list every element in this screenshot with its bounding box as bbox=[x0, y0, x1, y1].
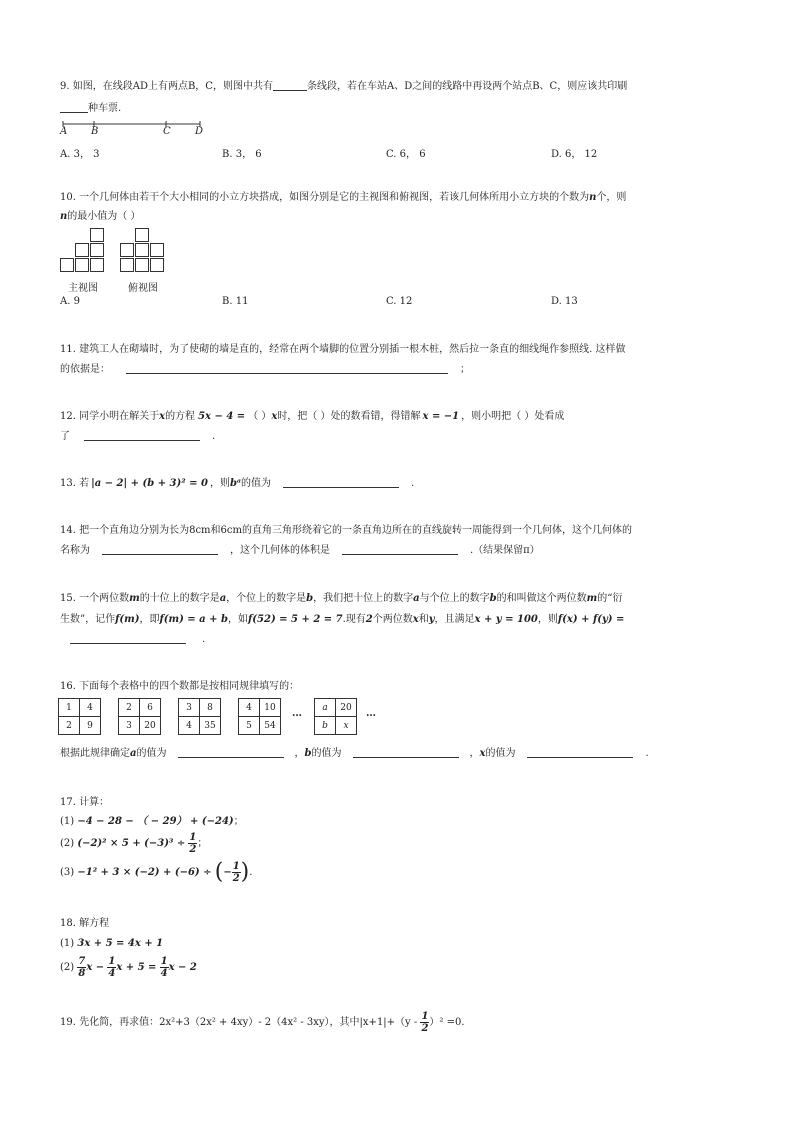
front-view-figure bbox=[60, 228, 106, 274]
question-17-part-1: (1) −4 − 28 − （ − 29） + (−24)； bbox=[60, 816, 244, 827]
answer-blank[interactable] bbox=[178, 745, 284, 758]
fraction: $\frac{1}{4}$ bbox=[160, 956, 168, 979]
point-label-b: B bbox=[91, 126, 99, 137]
question-16: 16. 下面每个表格中的四个数都是按相同规律填写的： bbox=[60, 681, 300, 692]
question-9-line2: 种车票. bbox=[60, 98, 734, 120]
ellipsis: … bbox=[292, 708, 302, 719]
question-13: 13. 若 |a − 2| + (b + 3)² = 0 ，则bᵃ的值为 . bbox=[60, 473, 734, 495]
question-18-part-1: (1) 3x + 5 = 4x + 1 bbox=[60, 938, 164, 949]
answer-blank[interactable] bbox=[353, 745, 459, 758]
question-15-line3: . bbox=[60, 629, 734, 651]
question-17-part-2: (2) (−2)² × 5 + (−3)³ ÷ $\frac{1}{2}$ ； bbox=[60, 832, 208, 855]
fraction: $\frac{1}{2}$ bbox=[421, 1011, 429, 1034]
top-view-figure bbox=[120, 228, 166, 274]
number-table-2: 2 6 3 20 bbox=[118, 698, 161, 735]
option-b[interactable]: B. 11 bbox=[222, 296, 249, 307]
question-17-part-3: (3) −1² + 3 × (−2) + (−6) ÷ (− $\frac{1}{2}$ ). bbox=[60, 859, 253, 885]
answer-blank[interactable] bbox=[126, 361, 448, 374]
number-table-3: 3 8 4 35 bbox=[178, 698, 221, 735]
answer-blank[interactable] bbox=[102, 542, 218, 555]
option-b[interactable]: B. 3， 6 bbox=[222, 149, 262, 160]
fraction: $\frac{1}{2}$ bbox=[189, 832, 197, 855]
question-14-line2: 名称为 ，这个几何体的体积是 .（结果保留π） bbox=[60, 540, 734, 562]
line-segment-figure bbox=[60, 118, 210, 140]
question-15-line2: 生数”，记作f(m)，即f(m) = a + b，如f(52) = 5 + 2 = 7.现有2个两位数x和y，且满足x + y = 100，则f(x) + f(y) = bbox=[60, 614, 625, 625]
option-d[interactable]: D. 6， 12 bbox=[551, 149, 598, 160]
question-12-line2: 了 . bbox=[60, 426, 734, 448]
option-c[interactable]: C. 6， 6 bbox=[386, 149, 426, 160]
answer-blank[interactable] bbox=[84, 428, 200, 441]
answer-blank[interactable] bbox=[283, 475, 399, 488]
question-18: 18. 解方程 bbox=[60, 918, 110, 929]
fraction: $\frac{1}{2}$ bbox=[232, 861, 240, 884]
answer-blank[interactable] bbox=[273, 78, 307, 91]
question-10: 10. 一个几何体由若干个大小相同的小立方块搭成，如图分别是它的主视图和俯视图，若该几何体所用小立方块的个数为n个，则 bbox=[60, 192, 627, 203]
question-11-line2: 的依据是： ； bbox=[60, 359, 734, 381]
option-a[interactable]: A. 3， 3 bbox=[60, 149, 100, 160]
top-view-label: 俯视图 bbox=[128, 283, 158, 294]
point-label-d: D bbox=[195, 126, 204, 137]
answer-blank[interactable] bbox=[527, 745, 633, 758]
question-9: 9. 如图，在线段AD上有两点B，C，则图中共有 条线段，若在车站A、D之间的线路中再设两个站点B、C，则应该共印刷 bbox=[60, 76, 734, 98]
option-c[interactable]: C. 12 bbox=[386, 296, 413, 307]
front-view-label: 主视图 bbox=[68, 283, 98, 294]
question-14: 14. 把一个直角边分别为长为8cm和6cm的直角三角形绕着它的一条直角边所在的直线旋转一周能得到一个几何体，这个几何体的 bbox=[60, 525, 632, 536]
option-d[interactable]: D. 13 bbox=[551, 296, 578, 307]
fraction: $\frac{7}{8}$ bbox=[78, 956, 86, 979]
ellipsis: … bbox=[366, 708, 376, 719]
question-15: 15. 一个两位数m的十位上的数字是a，个位上的数字是b，我们把十位上的数字a与个位上的数字b的和叫做这个两位数m的“衍 bbox=[60, 593, 623, 604]
option-a[interactable]: A. 9 bbox=[60, 296, 80, 307]
question-19: 19. 先化简，再求值：2x²+3（2x² + 4xy）- 2（4x² - 3xy），其中|x+1|+（y - $\frac{1}{2}$ ）² =0. bbox=[60, 1011, 465, 1034]
question-17: 17. 计算： bbox=[60, 797, 110, 808]
number-table-1: 1 4 2 9 bbox=[58, 698, 101, 735]
point-label-c: C bbox=[163, 126, 171, 137]
fraction: $\frac{1}{4}$ bbox=[108, 956, 116, 979]
number-table-5: a 20 b x bbox=[314, 698, 357, 735]
answer-blank[interactable] bbox=[342, 542, 458, 555]
answer-blank[interactable] bbox=[60, 100, 88, 113]
question-10-line2: n的最小值为（ ） bbox=[60, 211, 141, 222]
question-16-answer-line: 根据此规律确定a的值为 ，b的值为 ，x的值为 . bbox=[60, 743, 734, 765]
number-table-4: 4 10 5 54 bbox=[238, 698, 281, 735]
question-11: 11. 建筑工人在砌墙时，为了使砌的墙是直的，经常在两个墙脚的位置分别插一根木桩，然后拉一条直的细线绳作参照线. 这样做 bbox=[60, 344, 626, 355]
question-12: 12. 同学小明在解关于x的方程 5x − 4 = （ ）x时，把（ ）处的数看错，得错解 x = −1 ，则小明把（ ）处看成 bbox=[60, 411, 565, 422]
answer-blank[interactable] bbox=[70, 631, 186, 644]
question-18-part-2: (2) $\frac{7}{8}$ x − $\frac{1}{4}$ x + 5 = $\frac{1}{4}$ x − 2 bbox=[60, 956, 197, 979]
point-label-a: A bbox=[60, 126, 68, 137]
